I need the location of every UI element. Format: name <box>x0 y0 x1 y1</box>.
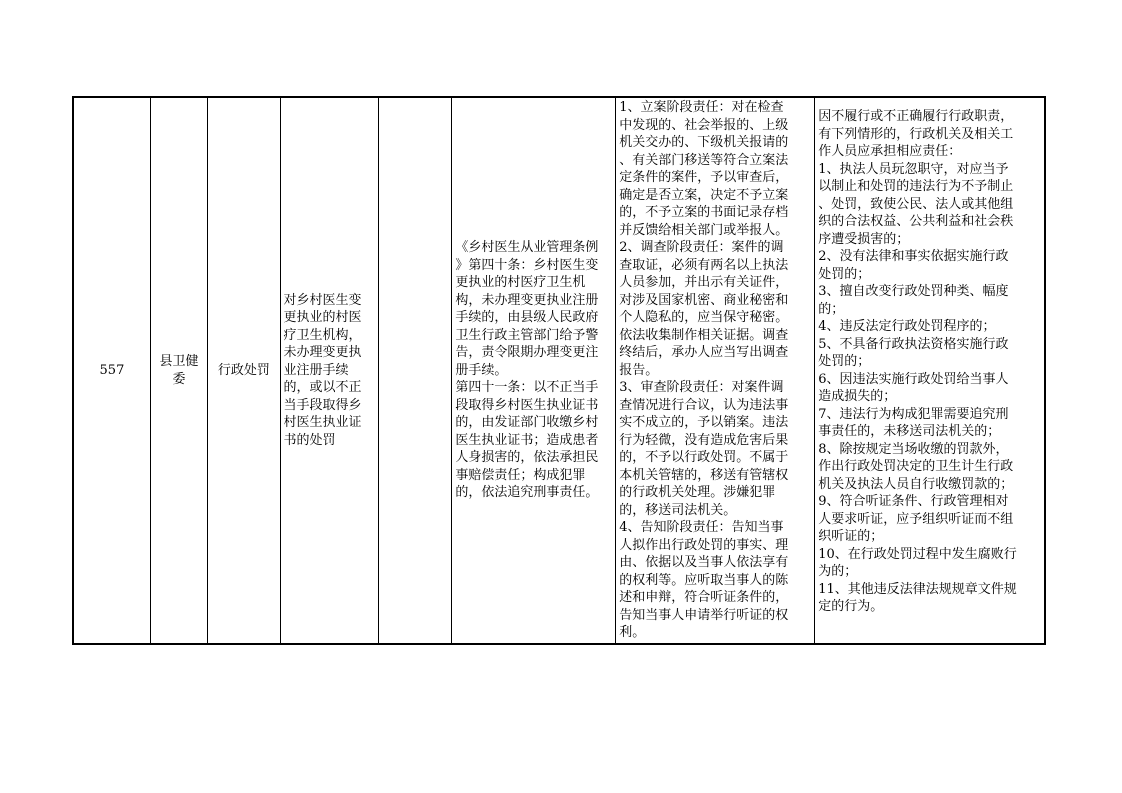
responsibility-text: 1、立案阶段责任：对在检查 中发现的、社会举报的、上级 机关交办的、下级机关报请的 、有关部门移送等符合立案法 定条件的案件，予以审查后， 确定是否立案，决定不予立案 的，不予立案的书面记录存档 并反馈给相关部门或举报人。 2、调查阶段责任：案件的调 查取证，必须有两名以上执法 人员参加，并出示有关证件， 对涉及国家机密、商业秘密和 个人隐私的，应当保守秘密。 依法收集制作相关证据。调查 终结后，承办人应当写出调查 报告。 3、审查阶段责任：对案件调 查情况进行合议，认为违法事 实不成立的，予以销案。违法 行为轻微，没有造成危害后果 的，不予以行政处罚。不属于 本机关管辖的，移送有管辖权 的行政机关处理。涉嫌犯罪 的，移送司法机关。 4、告知阶段责任：告知当事 人拟作出行政处罚的事实、理 由、依据以及当事人依法享有 的权利等。应听取当事人的陈 述和申辩，符合听证条件的， 告知当事人申请举行听证的权 利。 <box>619 100 789 640</box>
power-item-name: 对乡村医生变 更执业的村医 疗卫生机构， 未办理变更执 业注册手续 的，或以不正 当手段取得乡 村医生执业证 书的处罚 <box>283 292 362 448</box>
item-cell <box>280 97 379 644</box>
row-number-cell <box>73 97 150 644</box>
legal-basis: 《乡村医生从业管理条例 》第四十条：乡村医生变 更执业的村医疗卫生机 构，未办理变更执业注册 手续的，由县级人民政府 卫生行政主管部门给予警 告，责令限期办理变更注 册手续。 第四十一条：以不正当手 段取得乡村医生执业证书 的，由发证部门收缴乡村 医生执业证书；造成患者 人身损害的，依法承担民 事赔偿责任；构成犯罪 的，依法追究刑事责任。 <box>455 240 599 501</box>
responsibility-cell <box>616 97 815 644</box>
row-number: 557 <box>99 362 125 378</box>
department-cell <box>150 97 207 644</box>
legal-basis-cell <box>452 97 616 644</box>
power-list-table <box>72 96 1046 645</box>
accountability-text: 因不履行或不正确履行行政职责， 有下列情形的，行政机关及相关工 作人员应承担相应责任： 1、执法人员玩忽职守，对应当予 以制止和处罚的违法行为不予制止 、处罚，致使公民、法人或其他组 织的合法权益、公共利益和社会秩 序遭受损害的； 2、没有法律和事实依据实施行政 处罚的； 3、擅自改变行政处罚种类、幅度 的； 4、违反法定行政处罚程序的； 5、不具备行政执法资格实施行政 处罚的； 6、因违法实施行政处罚给当事人 造成损失的； 7、违法行为构成犯罪需要追究刑 事责任的，未移送司法机关的； 8、除按规定当场收缴的罚款外， 作出行政处罚决定的卫生计生行政 机关及执法人员自行收缴罚款的； 9、符合听证条件、行政管理相对 人要求听证，应予组织听证而不组 织听证的； 10、在行政处罚过程中发生腐败行 为的； 11、其他违反法律法规规章文件规 定的行为。 <box>818 109 1017 614</box>
department: 县卫健 委 <box>159 354 199 387</box>
power-category: 行政处罚 <box>217 362 270 378</box>
category-cell <box>208 97 280 644</box>
empty-cell <box>379 97 452 644</box>
table-row <box>73 97 1045 644</box>
accountability-cell <box>815 97 1045 644</box>
